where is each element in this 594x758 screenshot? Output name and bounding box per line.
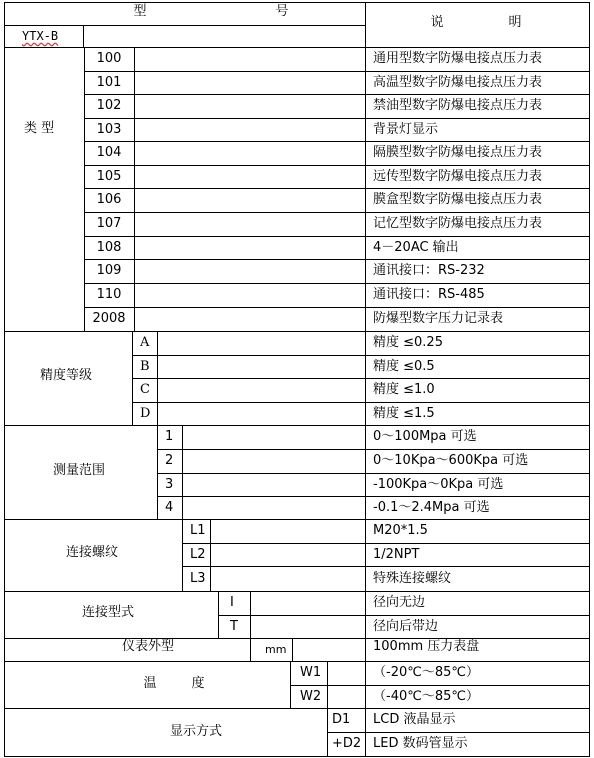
- range-group-label: 测量范围: [52, 463, 106, 478]
- temp-row-desc: （-20℃～85℃）: [373, 665, 479, 680]
- type-row-desc: 记忆型数字防爆电接点压力表: [373, 216, 543, 231]
- connection-row-desc: 径向无边: [373, 595, 426, 610]
- grid-line: [4, 661, 590, 662]
- grid-line: [182, 519, 183, 592]
- type-row-desc: 远传型数字防爆电接点压力表: [373, 168, 543, 184]
- grid-line: [4, 708, 590, 709]
- type-row-code: 108: [96, 239, 122, 255]
- grid-line: [290, 661, 291, 709]
- grid-line: [250, 591, 251, 639]
- type-row-code: 103: [96, 121, 122, 137]
- grid-line: [84, 307, 590, 308]
- grid-line: [218, 615, 590, 616]
- grid-line: [4, 638, 590, 639]
- shape-desc: 100mm 压力表盘: [373, 639, 480, 654]
- thread-row-desc: M20*1.5: [373, 523, 428, 538]
- grid-line: [182, 543, 590, 544]
- type-row-code: 110: [96, 287, 122, 302]
- range-row-desc: -0.1～2.4Mpa 可选: [373, 499, 490, 515]
- thread-row-code: L2: [190, 546, 206, 562]
- range-row-code: 1: [165, 429, 174, 444]
- grid-line: [182, 425, 183, 520]
- type-row-code: 102: [96, 98, 122, 113]
- range-row-code: 2: [165, 453, 174, 468]
- range-row-code: 3: [165, 476, 174, 492]
- temp-row-code: W2: [300, 688, 322, 704]
- grid-line: [4, 47, 366, 48]
- grid-line: [4, 425, 590, 426]
- grid-line: [83, 25, 84, 48]
- grid-line: [84, 47, 85, 332]
- accuracy-row-desc: 精度 ≤0.25: [373, 335, 443, 350]
- connection-group-label: 连接型式: [81, 605, 135, 620]
- connection-row-code: I: [230, 595, 234, 610]
- grid-line: [84, 141, 590, 142]
- grid-line: [134, 47, 135, 332]
- model-header-left: 型: [133, 4, 147, 19]
- range-row-desc: -100Kpa～0Kpa 可选: [373, 476, 504, 492]
- grid-line: [84, 236, 590, 237]
- range-row-desc: 0～10Kpa～600Kpa 可选: [373, 453, 529, 468]
- grid-line: [84, 259, 590, 260]
- type-row-desc: 通讯接口：RS-485: [373, 287, 485, 302]
- accuracy-row-desc: 精度 ≤1.5: [373, 405, 435, 421]
- display-row-desc: LED 数码管显示: [373, 736, 468, 751]
- accuracy-row-desc: 精度 ≤1.0: [373, 382, 435, 397]
- range-row-code: 4: [165, 499, 174, 515]
- thread-row-desc: 1/2NPT: [373, 546, 420, 562]
- type-row-code: 104: [96, 145, 122, 160]
- grid-line: [365, 2, 366, 757]
- series-code: YTX-B: [22, 29, 59, 43]
- type-row-code: 100: [96, 51, 122, 66]
- grid-line: [365, 47, 590, 48]
- shape-group-label: 仪表外型: [121, 639, 175, 654]
- grid-line: [157, 496, 590, 497]
- grid-line: [327, 661, 328, 709]
- grid-line: [157, 331, 158, 426]
- grid-line: [327, 732, 590, 733]
- grid-line: [250, 638, 251, 662]
- thread-row-desc: 特殊连接螺纹: [373, 570, 452, 586]
- accuracy-row-code: C: [140, 382, 150, 397]
- grid-line: [84, 71, 590, 72]
- grid-line: [84, 188, 590, 189]
- grid-line: [84, 212, 590, 213]
- temp-label-right: 度: [191, 676, 205, 691]
- grid-line: [132, 402, 590, 403]
- grid-line: [327, 708, 328, 757]
- temp-row-desc: （-40℃～85℃）: [373, 688, 479, 704]
- thread-row-code: L3: [190, 570, 206, 586]
- grid-line: [84, 283, 590, 284]
- grid-line: [4, 25, 366, 26]
- grid-line: [84, 118, 590, 119]
- grid-line: [157, 449, 590, 450]
- grid-line: [589, 2, 590, 757]
- grid-line: [210, 519, 211, 592]
- thread-row-code: L1: [190, 523, 206, 538]
- accuracy-row-code: D: [140, 405, 151, 421]
- grid-line: [182, 566, 590, 567]
- type-row-desc: 膜盒型数字防爆电接点压力表: [373, 192, 543, 207]
- type-row-code: 101: [96, 74, 122, 90]
- accuracy-row-desc: 精度 ≤0.5: [373, 358, 435, 374]
- type-row-code: 109: [96, 263, 122, 278]
- type-row-desc: 通讯接口：RS-232: [373, 263, 485, 278]
- grid-line: [292, 638, 293, 662]
- grid-line: [132, 378, 590, 379]
- grid-line: [290, 685, 590, 686]
- grid-line: [84, 94, 590, 95]
- grid-line: [4, 2, 590, 3]
- grid-line: [84, 165, 590, 166]
- grid-line: [4, 2, 5, 757]
- type-row-desc: 4－20AC 输出: [373, 239, 459, 255]
- range-row-desc: 0～100Mpa 可选: [373, 429, 477, 444]
- grid-line: [4, 331, 590, 332]
- display-row-code: +D2: [332, 736, 362, 751]
- display-group-label: 显示方式: [169, 724, 223, 739]
- type-row-desc: 背景灯显示: [373, 121, 439, 137]
- connection-row-desc: 径向后带边: [373, 618, 439, 634]
- model-header-right: 号: [275, 4, 289, 19]
- accuracy-group-label: 精度等级: [39, 368, 93, 383]
- grid-line: [4, 591, 590, 592]
- grid-line: [218, 591, 219, 639]
- accuracy-row-code: A: [140, 335, 150, 350]
- type-row-desc: 高温型数字防爆电接点压力表: [373, 74, 543, 90]
- accuracy-row-code: B: [140, 358, 150, 374]
- grid-line: [132, 331, 133, 426]
- type-row-desc: 防爆型数字压力记录表: [373, 311, 504, 326]
- grid-line: [4, 519, 590, 520]
- connection-row-code: T: [230, 618, 238, 634]
- grid-line: [132, 355, 590, 356]
- grid-line: [157, 425, 158, 520]
- type-row-code: 2008: [92, 311, 126, 326]
- grid-line: [4, 756, 590, 757]
- shape-code: mm: [265, 643, 287, 656]
- temp-label-left: 温: [143, 676, 157, 691]
- display-row-code: D1: [332, 712, 351, 727]
- desc-header-right: 明: [508, 15, 522, 30]
- desc-header-left: 说: [430, 15, 444, 30]
- temp-row-code: W1: [300, 665, 322, 680]
- grid-line: [157, 473, 590, 474]
- type-row-desc: 禁油型数字防爆电接点压力表: [373, 98, 543, 113]
- type-row-desc: 隔膜型数字防爆电接点压力表: [373, 145, 543, 160]
- type-row-code: 106: [96, 192, 122, 207]
- type-row-code: 105: [96, 168, 122, 184]
- thread-group-label: 连接螺纹: [65, 545, 119, 560]
- type-row-code: 107: [96, 216, 122, 231]
- display-row-desc: LCD 液晶显示: [373, 712, 456, 727]
- type-row-desc: 通用型数字防爆电接点压力表: [373, 51, 543, 66]
- type-group-label: 类 型: [24, 121, 55, 136]
